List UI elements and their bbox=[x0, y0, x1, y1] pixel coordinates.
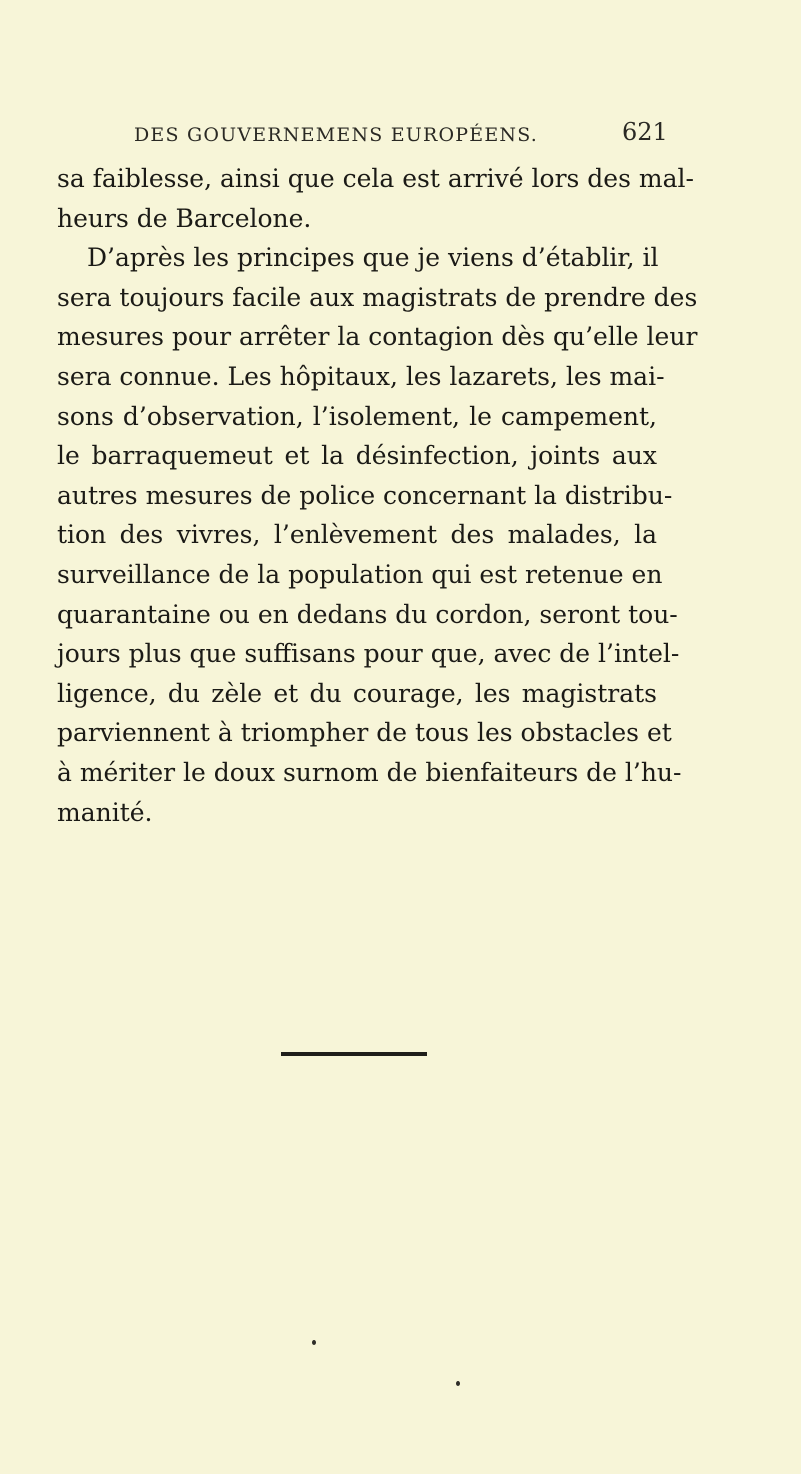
text-line: manité. bbox=[57, 797, 153, 827]
text-line: parviennent à triompher de tous les obstacles et bbox=[57, 718, 672, 748]
text-line: tion des vivres, l’enlèvement des malades, la bbox=[57, 520, 657, 550]
text-line: sons d’observation, l’isolement, le campement, bbox=[57, 401, 657, 431]
running-head: DES GOUVERNEMENS EUROPÉENS. bbox=[134, 124, 539, 146]
text-line: sera toujours facile aux magistrats de prendre des bbox=[57, 282, 698, 312]
text-line: sera connue. Les hôpitaux, les lazarets, les mai- bbox=[57, 361, 665, 391]
ink-speck bbox=[456, 1381, 460, 1386]
text-line: autres mesures de police concernant la distribu- bbox=[57, 480, 673, 510]
body-text bbox=[57, 159, 698, 832]
ink-speck bbox=[312, 1340, 316, 1345]
text-line: ligence, du zèle et du courage, les magistrats bbox=[57, 678, 657, 708]
text-line: heurs de Barcelone. bbox=[57, 203, 312, 233]
end-rule bbox=[281, 1052, 427, 1056]
text-line: surveillance de la population qui est retenue en bbox=[57, 559, 663, 589]
text-line: le barraquemeut et la désinfection, joints aux bbox=[57, 441, 657, 471]
text-line: D’après les principes que je viens d’établir, il bbox=[87, 243, 659, 273]
text-line: mesures pour arrêter la contagion dès qu’elle leur bbox=[57, 322, 698, 352]
text-line: jours plus que suffisans pour que, avec de l’intel- bbox=[57, 639, 680, 669]
page-number: 621 bbox=[622, 118, 668, 146]
text-line: quarantaine ou en dedans du cordon, seront tou- bbox=[57, 599, 678, 629]
text-line: sa faiblesse, ainsi que cela est arrivé lors des mal- bbox=[57, 164, 694, 193]
text-line: à mériter le doux surnom de bienfaiteurs de l’hu- bbox=[57, 757, 682, 787]
